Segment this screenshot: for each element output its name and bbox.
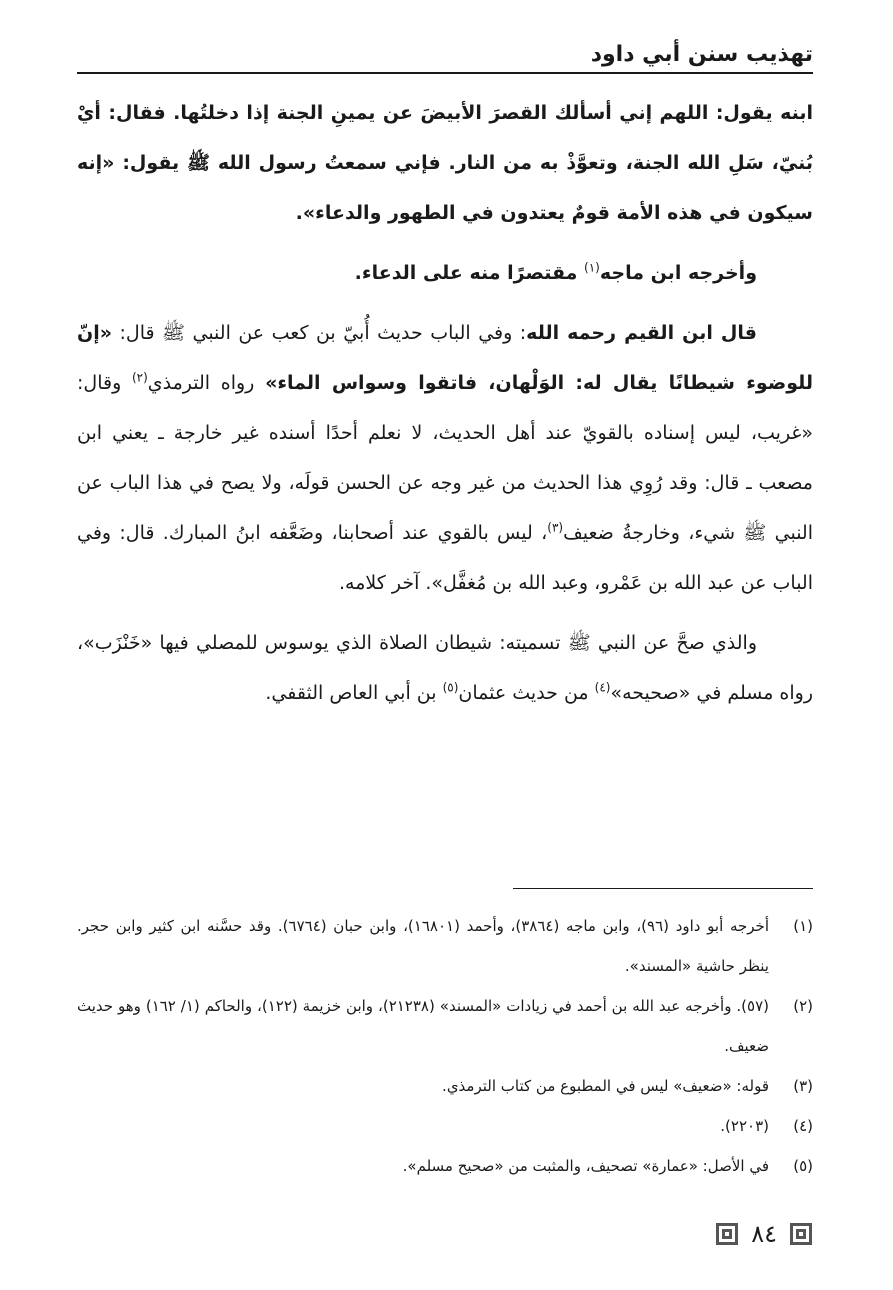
ornament-left-svg <box>715 1222 739 1246</box>
main-text <box>77 88 813 728</box>
paragraph-4-text-2: من حديث عثمان <box>458 682 595 704</box>
paragraph-1-text: ابنه يقول: اللهم إني أسألك القصرَ الأبيضَ عن يمينِ الجنة إذا دخلتُها. فقال: أيْ بُنيّ، سَلِ الله الجنة، وتعوَّذْ به من النار. فإني سمعتُ رسول الله ﷺ يقول: «إنه سيكون في هذه الأمة قومٌ يعتدون في الطهور والدعاء». <box>77 102 813 224</box>
footnote-text: في الأصل: «عمارة» تصحيف، والمثبت من «صحيح مسلم». <box>402 1157 769 1175</box>
ornament-right-svg <box>789 1222 813 1246</box>
footnote-number: (٢) <box>793 997 813 1015</box>
paragraph-3-text-1: : وفي الباب حديث أُبيّ بن كعب عن النبي ﷺ قال: <box>112 322 527 344</box>
footnote-ref-5: (٥) <box>442 680 459 695</box>
paragraph-3-text-2: رواه الترمذي <box>147 372 266 394</box>
footnote-ref-2: (٢) <box>131 370 148 385</box>
paragraph-3 <box>77 308 813 608</box>
paragraph-1 <box>77 88 813 238</box>
paragraph-4-text-3: بن أبي العاص الثقفي. <box>265 682 443 704</box>
paragraph-2-after: مقتصرًا منه على الدعاء. <box>354 262 585 284</box>
hadith-quote: «إنّ للوضوء شيطانًا يقال له: الوَلْهان، فاتقوا وسواس الماء» <box>77 322 813 394</box>
footnote-ref-1: (١) <box>584 260 600 275</box>
paragraph-2-before: وأخرجه ابن ماجه <box>599 262 757 284</box>
footnote-text: أخرجه أبو داود (٩٦)، وابن ماجه (٣٨٦٤)، وأحمد (١٦٨٠١)، وابن حبان (٦٧٦٤). وقد حسَّنه ابن كثير وابن حجر. ينظر حاشية «المسند». <box>77 917 769 975</box>
paragraph-4-text-1: والذي صحَّ عن النبي ﷺ تسميته: شيطان الصلاة الذي يوسوس للمصلي فيها «خَنْزَب»، رواه مسلم في «صحيحه» <box>77 632 813 704</box>
footnote-text: (٢٢٠٣). <box>720 1117 769 1135</box>
footnote-ref-3: (٣) <box>547 520 564 535</box>
footnote-number: (٥) <box>793 1157 813 1175</box>
footnote-number: (١) <box>793 917 813 935</box>
running-header <box>77 38 813 76</box>
footnote-item <box>77 906 813 986</box>
footnote-item <box>77 1146 813 1186</box>
footnote-text: (٥٧). وأخرجه عبد الله بن أحمد في زيادات «المسند» (٢١٢٣٨)، وابن خزيمة (١٢٢)، والحاكم (١/ ١٦٢) وهو حديث ضعيف. <box>77 997 769 1055</box>
footnote-item <box>77 986 813 1066</box>
footnotes <box>77 906 813 1186</box>
header-rule <box>77 72 813 74</box>
ornament-icon <box>789 1222 813 1246</box>
paragraph-3-text-3: وقال: «غريب، ليس إسناده بالقويّ عند أهل الحديث، لا نعلم أحدًا أسنده غير خارجة ـ يعني ابن مصعب ـ قال: وقد رُوِي هذا الحديث من غير وجه عن الحسن قولَه، ولا يصح في هذا الباب عن النبي ﷺ شيء، وخارجةُ ضعيف <box>77 372 813 544</box>
footnote-item <box>77 1106 813 1146</box>
footnote-text: قوله: «ضعيف» ليس في المطبوع من كتاب الترمذي. <box>442 1077 769 1095</box>
running-title: تهذيب سنن أبي داود <box>590 42 813 67</box>
footnote-ref-4: (٤) <box>594 680 611 695</box>
footnote-number: (٣) <box>793 1077 813 1095</box>
paragraph-4 <box>77 618 813 718</box>
footnote-number: (٤) <box>793 1117 813 1135</box>
page-footer <box>715 1216 813 1252</box>
paragraph-3-text-4: ، ليس بالقوي عند أصحابنا، وضَعَّفه ابنُ المبارك. قال: وفي الباب عن عبد الله بن عَمْرو، وعبد الله بن مُغفَّل». آخر كلامه. <box>77 522 813 594</box>
speaker-label: قال ابن القيم رحمه الله <box>526 322 757 344</box>
paragraph-2 <box>77 248 813 298</box>
footnote-item <box>77 1066 813 1106</box>
ornament-icon <box>715 1222 739 1246</box>
footnote-separator <box>513 888 813 889</box>
page-number: ٨٤ <box>751 1220 777 1248</box>
